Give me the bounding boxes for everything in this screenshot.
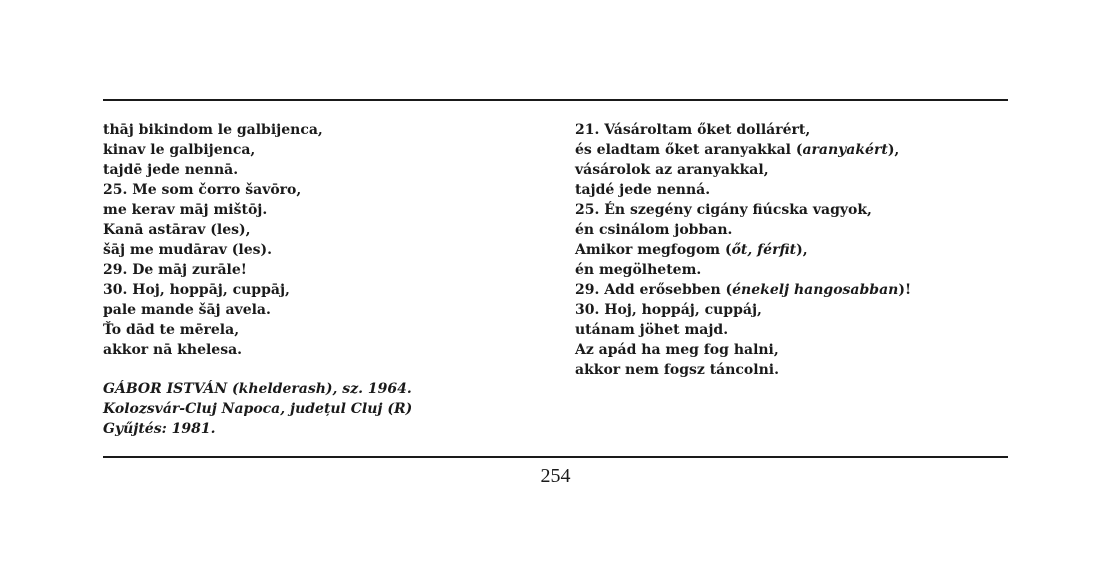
romani-line: 30. Hoj, hoppāj, cuppāj, [103,282,290,298]
romani-line: Ťo dād te mērela, [103,322,240,338]
romani-line: šāj me mudārav (les). [103,242,273,258]
translation-line: én megölhetem. [575,262,702,278]
translation-line: Amikor megfogom (őt, férfit), [575,242,808,258]
translation-line: 25. Én szegény cigány fiúcska vagyok, [575,202,872,218]
translation-line: és eladtam őket aranyakkal (aranyakért), [575,142,900,158]
romani-line: akkor nā khelesa. [103,342,243,358]
source-performer: GÁBOR ISTVÁN (khelderash), sz. 1964. [103,381,412,397]
page-number: 254 [540,465,571,487]
translation-line: tajdé jede nenná. [575,182,711,198]
top-rule [103,99,1008,101]
translation-line: 21. Vásároltam őket dollárért, [575,122,811,138]
romani-line: 29. De māj zurāle! [103,262,247,278]
romani-line: me kerav māj mištōj. [103,202,268,218]
translation-line: én csinálom jobban. [575,222,733,238]
romani-line: thāj bikindom le galbijenca, [103,122,323,138]
source-attribution [103,379,412,439]
romani-line: Kanā astārav (les), [103,222,251,238]
romani-line: 25. Me som čorro šavōro, [103,182,302,198]
translation-line: vásárolok az aranyakkal, [575,162,769,178]
source-collection-year: Gyűjtés: 1981. [103,421,216,437]
translation-line: Az apád ha meg fog halni, [575,342,779,358]
translation-line: 30. Hoj, hoppáj, cuppáj, [575,302,762,318]
romani-line: kinav le galbijenca, [103,142,256,158]
translation-line: akkor nem fogsz táncolni. [575,362,779,378]
romani-line: tajdē jede nennā. [103,162,239,178]
romani-text-column [103,120,323,360]
romani-line: pale mande šāj avela. [103,302,271,318]
hungarian-translation-column [575,120,911,380]
bottom-rule [103,456,1008,458]
translation-line: 29. Add erősebben (énekelj hangosabban)! [575,282,912,298]
translation-line: utánam jöhet majd. [575,322,729,338]
source-location: Kolozsvár-Cluj Napoca, județul Cluj (R) [103,401,413,417]
